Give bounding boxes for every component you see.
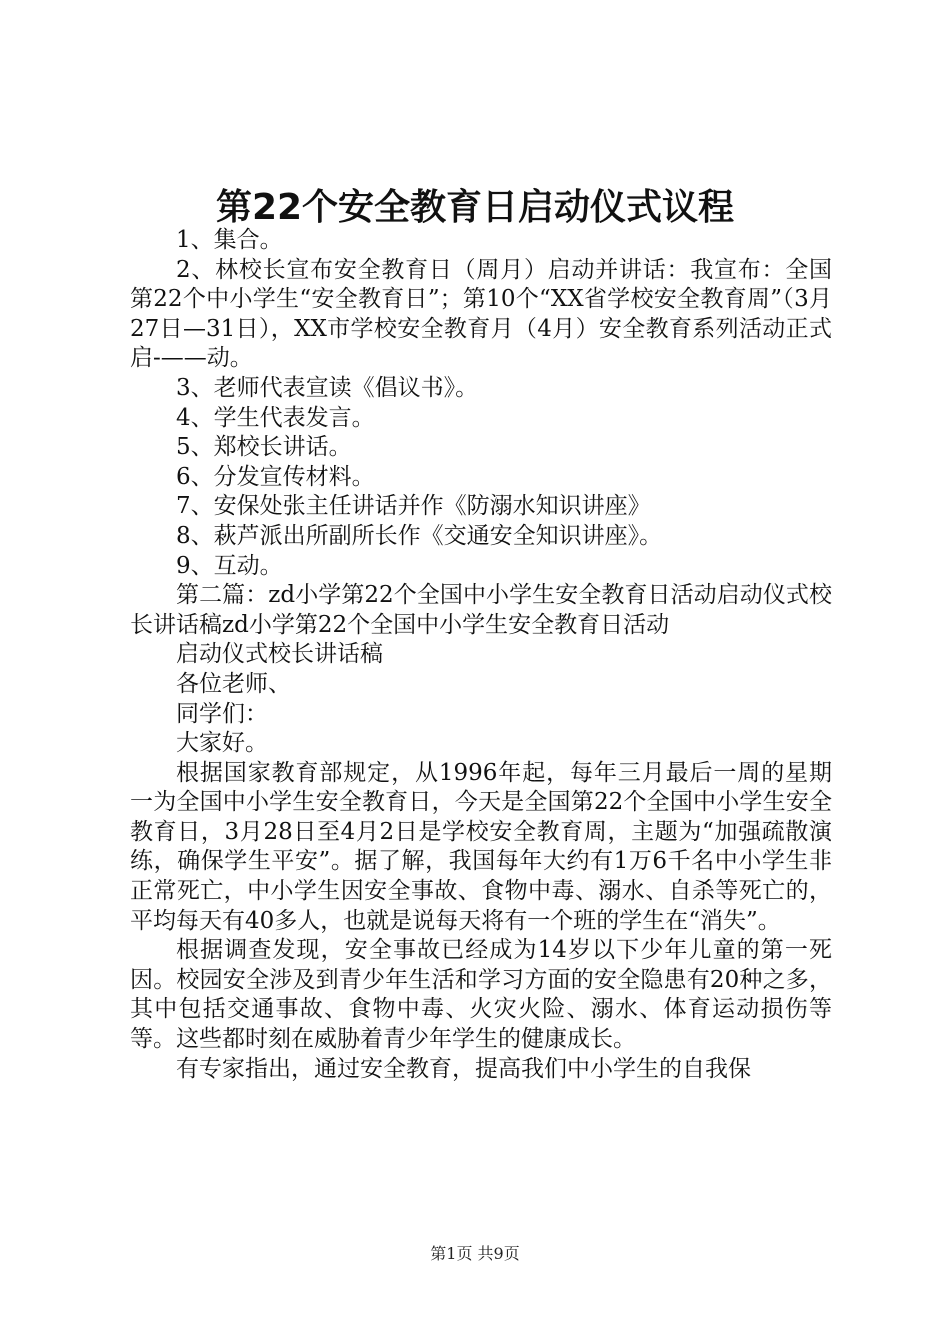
document-body xyxy=(130,226,832,1084)
paragraph: 3、老师代表宣读《倡议书》。 xyxy=(176,374,479,401)
paragraph: 各位老师、 xyxy=(176,670,291,697)
paragraph: 6、分发宣传材料。 xyxy=(176,463,375,490)
paragraph: 2、林校长宣布安全教育日（周月）启动并讲话：我宣布：全国第22个中小学生“安全教育日”；第10个“XX省学校安全教育周”（3月27日—31日），XX市学校安全教育月（4月）安全教育系列活动正式启-——动。 xyxy=(130,256,832,372)
paragraph: 1、集合。 xyxy=(176,227,283,253)
paragraph: 同学们： xyxy=(176,700,268,727)
paragraph: 7、安保处张主任讲话并作《防溺水知识讲座》 xyxy=(176,493,651,520)
paragraph: 5、郑校长讲话。 xyxy=(176,434,352,461)
paragraph: 启动仪式校长讲话稿 xyxy=(176,641,383,668)
paragraph: 第二篇：zd小学第22个全国中小学生安全教育日活动启动仪式校长讲话稿zd小学第22个全国中小学生安全教育日活动 xyxy=(130,582,832,638)
document-title: 第22个安全教育日启动仪式议程 xyxy=(215,187,735,228)
paragraph: 9、互动。 xyxy=(176,552,283,579)
paragraph: 4、学生代表发言。 xyxy=(176,404,375,431)
paragraph: 根据国家教育部规定，从1996年起，每年三月最后一周的星期一为全国中小学生安全教育日，今天是全国第22个全国中小学生安全教育日，3月28日至4月2日是学校安全教育周，主题为“加强疏散演练，确保学生平安”。据了解，我国每年大约有1万6千名中小学生非正常死亡，中小学生因安全事故、食物中毒、溺水、自杀等死亡的，平均每天有40多人，也就是说每天将有一个班的学生在“消失”。 xyxy=(130,759,832,934)
paragraph: 根据调查发现，安全事故已经成为14岁以下少年儿童的第一死因。校园安全涉及到青少年生活和学习方面的安全隐患有20种之多，其中包括交通事故、食物中毒、火灾火险、溺水、体育运动损伤等等。这些都时刻在威胁着青少年学生的健康成长。 xyxy=(130,937,832,1053)
paragraph: 大家好。 xyxy=(176,730,268,757)
paragraph: 8、萩芦派出所副所长作《交通安全知识讲座》。 xyxy=(176,522,663,549)
page-footer: 第1页 共9页 xyxy=(430,1244,520,1263)
paragraph: 有专家指出，通过安全教育，提高我们中小学生的自我保 xyxy=(176,1055,751,1082)
